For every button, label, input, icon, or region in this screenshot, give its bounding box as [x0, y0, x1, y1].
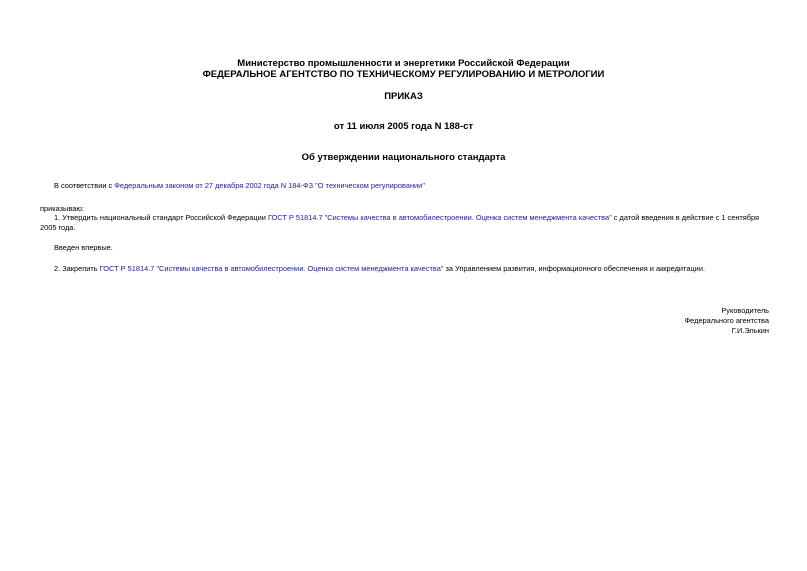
ministry-title: Министерство промышленности и энергетики Российской Федерации — [237, 58, 570, 69]
signature-name: Г.И.Элькин — [731, 326, 769, 335]
paragraph-introduced-first: Введен впервые. — [54, 243, 113, 252]
paragraph-order-word: приказываю: — [40, 204, 84, 213]
signature-organization: Федерального агентства — [684, 316, 769, 325]
item-1-suffix: с датой введения в действие с 1 сентября 2005 года. — [40, 213, 760, 232]
item-2-suffix: за Управлением развития, информационного обеспечения и аккредитации. — [443, 264, 705, 273]
agency-title: ФЕДЕРАЛЬНОЕ АГЕНТСТВО ПО ТЕХНИЧЕСКОМУ РЕГУЛИРОВАНИЮ И МЕТРОЛОГИИ — [202, 69, 605, 80]
paragraph-item-1 — [40, 213, 770, 233]
document-type: ПРИКАЗ — [384, 91, 423, 102]
federal-law-link[interactable]: Федеральным законом от 27 декабря 2002 года N 184-ФЗ "О техническом регулировании" — [114, 181, 425, 190]
item-1-prefix: 1. Утвердить национальный стандарт Российской Федерации — [54, 213, 268, 222]
gost-link-2[interactable]: ГОСТ Р 51814.7 "Системы качества в автомобилестроении. Оценка систем менеджмента качества" — [99, 264, 444, 273]
paragraph-basis — [40, 181, 770, 191]
paragraph-basis-prefix: В соответствии с — [54, 181, 115, 190]
document-date-number: от 11 июля 2005 года N 188-ст — [333, 121, 474, 132]
signature-position: Руководитель — [721, 306, 769, 315]
document-subject: Об утверждении национального стандарта — [301, 152, 506, 163]
item-2-prefix: 2. Закрепить — [54, 264, 100, 273]
gost-link-1[interactable]: ГОСТ Р 51814.7 "Системы качества в автомобилестроении. Оценка систем менеджмента качества" — [267, 213, 612, 222]
paragraph-item-2 — [40, 264, 770, 274]
